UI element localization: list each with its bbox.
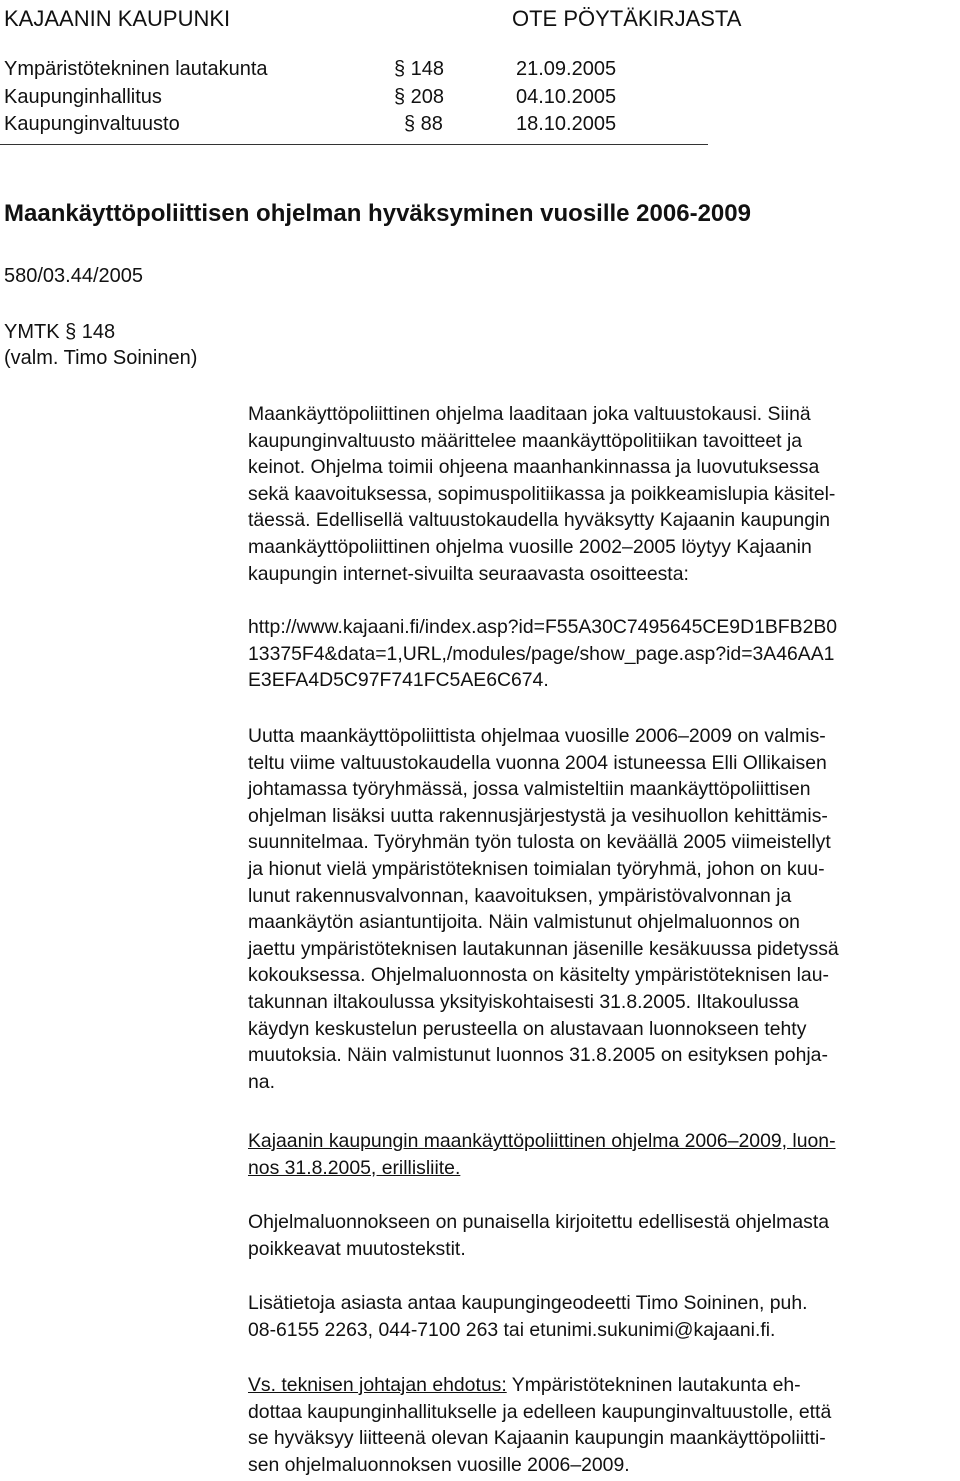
text-line: se hyväksyy liitteenä olevan Kajaanin kaupungin maankäyttöpoliitti- [248,1427,826,1450]
text-line: Maankäyttöpoliittinen ohjelma laaditaan joka valtuustokausi. Siinä [248,403,811,425]
text-line: ja hionut vielä ympäristöteknisen toimialan työryhmä, johon on kuu- [248,857,825,880]
url-line: E3EFA4D5C97F741FC5AE6C674. [248,669,549,692]
header-rule [0,144,708,145]
text-line: ohjelman lisäksi uutta rakennusjärjestystä ja vesihuollon kehittämis- [248,804,828,827]
text-line: teltu viime valtuustokaudella vuonna 2004 istuneessa Elli Ollikaisen [248,751,827,774]
text-line: nos 31.8.2005, erillisliite. [248,1156,461,1179]
text-line: keinot. Ohjelma toimii ohjeena maanhankinnassa ja luovutuksessa [248,456,820,479]
paragraph-preparation [248,723,948,1095]
text-line: takunnan iltakoulussa yksityiskohtaisesti 31.8.2005. Iltakoulussa [248,990,799,1013]
text-line: kaupunginvaltuusto määrittelee maankäyttöpolitiikan tavoitteet ja [248,429,803,452]
meeting-body: Kaupunginvaltuusto [4,113,180,135]
url-line: http://www.kajaani.fi/index.asp?id=F55A30C7495645CE9D1BFB2B0 [248,616,838,638]
text-line: maankäytön asiantuntijoita. Näin valmistunut ohjelmaluonnos on [248,911,800,934]
text-line: kaupungin internet-sivuilta seuraavasta osoitteesta: [248,562,689,585]
text-line [248,1372,948,1399]
program-url [248,614,948,694]
meeting-body: Ympäristötekninen lautakunta [4,58,268,80]
committee-reference: YMTK § 148 [4,321,116,343]
text-line: poikkeavat muutostekstit. [248,1237,466,1260]
attachment-reference [248,1128,948,1181]
meeting-date: 04.10.2005 [516,86,617,108]
text-line: na. [248,1070,275,1093]
record-number: 580/03.44/2005 [4,265,144,287]
proposal-paragraph [248,1372,948,1478]
text-line: jaettu ympäristöteknisen lautakunnan jäsenille kesäkuussa pidetyssä [248,937,839,960]
paragraph-changes-note [248,1209,948,1262]
organization-name: KAJAANIN KAUPUNKI [4,6,231,31]
text-line: suunnitelmaa. Työryhmän työn tulosta on keväällä 2005 viimeistellyt [248,831,831,854]
text-line: 08-6155 2263, 044-7100 263 tai etunimi.sukunimi@kajaani.fi. [248,1318,776,1341]
text-line: Ohjelmaluonnokseen on punaisella kirjoitettu edellisestä ohjelmasta [248,1211,829,1233]
text-line: täessä. Edellisellä valtuustokaudella hyväksytty Kajaanin kaupungin [248,509,831,532]
page-title: Maankäyttöpoliittisen ohjelman hyväksyminen vuosille 2006-2009 [4,200,751,227]
text-line: muutoksia. Näin valmistunut luonnos 31.8.2005 on esityksen pohja- [248,1044,828,1067]
paragraph-contact-info [248,1290,948,1343]
text-line: lunut rakennusvalvonnan, kaavoituksen, ympäristövalvonnan ja [248,884,792,907]
document-type: OTE PÖYTÄKIRJASTA [512,6,742,31]
text-line: Lisätietoja asiasta antaa kaupungingeodeetti Timo Soininen, puh. [248,1292,808,1314]
proposal-label: Vs. teknisen johtajan ehdotus: [248,1374,507,1396]
text-line: Kajaanin kaupungin maankäyttöpoliittinen ohjelma 2006–2009, luon- [248,1130,836,1152]
text-line: dottaa kaupunginhallitukselle ja edelleen kaupunginvaltuustolle, että [248,1400,832,1423]
preparer: (valm. Timo Soininen) [4,347,198,369]
url-line: 13375F4&data=1,URL,/modules/page/show_page.asp?id=3A46AA1 [248,642,835,665]
text-line: maankäyttöpoliittinen ohjelma vuosille 2002–2005 löytyy Kajaanin [248,535,812,558]
meeting-date: 18.10.2005 [516,113,617,135]
text-line: sekä kaavoituksessa, sopimuspolitiikassa ja poikkeamislupia käsitel- [248,482,836,505]
meeting-date: 21.09.2005 [516,58,617,80]
meeting-section: § 208 [394,86,445,108]
text-line: käydyn keskustelun perusteella on alustavaan luonnokseen tehty [248,1017,807,1040]
text-line: Uutta maankäyttöpoliittista ohjelmaa vuosille 2006–2009 on valmis- [248,725,826,747]
meeting-section: § 88 [404,113,443,135]
meeting-section: § 148 [394,58,445,80]
paragraph-intro [248,401,948,587]
meeting-body: Kaupunginhallitus [4,86,162,108]
text-line: johtamassa työryhmässä, jossa valmisteltiin maankäyttöpoliittisen [248,778,811,801]
text-line: kokouksessa. Ohjelmaluonnosta on käsitelty ympäristöteknisen lau- [248,964,829,987]
text-line: sen ohjelmaluonnoksen vuosille 2006–2009. [248,1453,630,1476]
proposal-text: Ympäristötekninen lautakunta eh- [506,1374,801,1396]
